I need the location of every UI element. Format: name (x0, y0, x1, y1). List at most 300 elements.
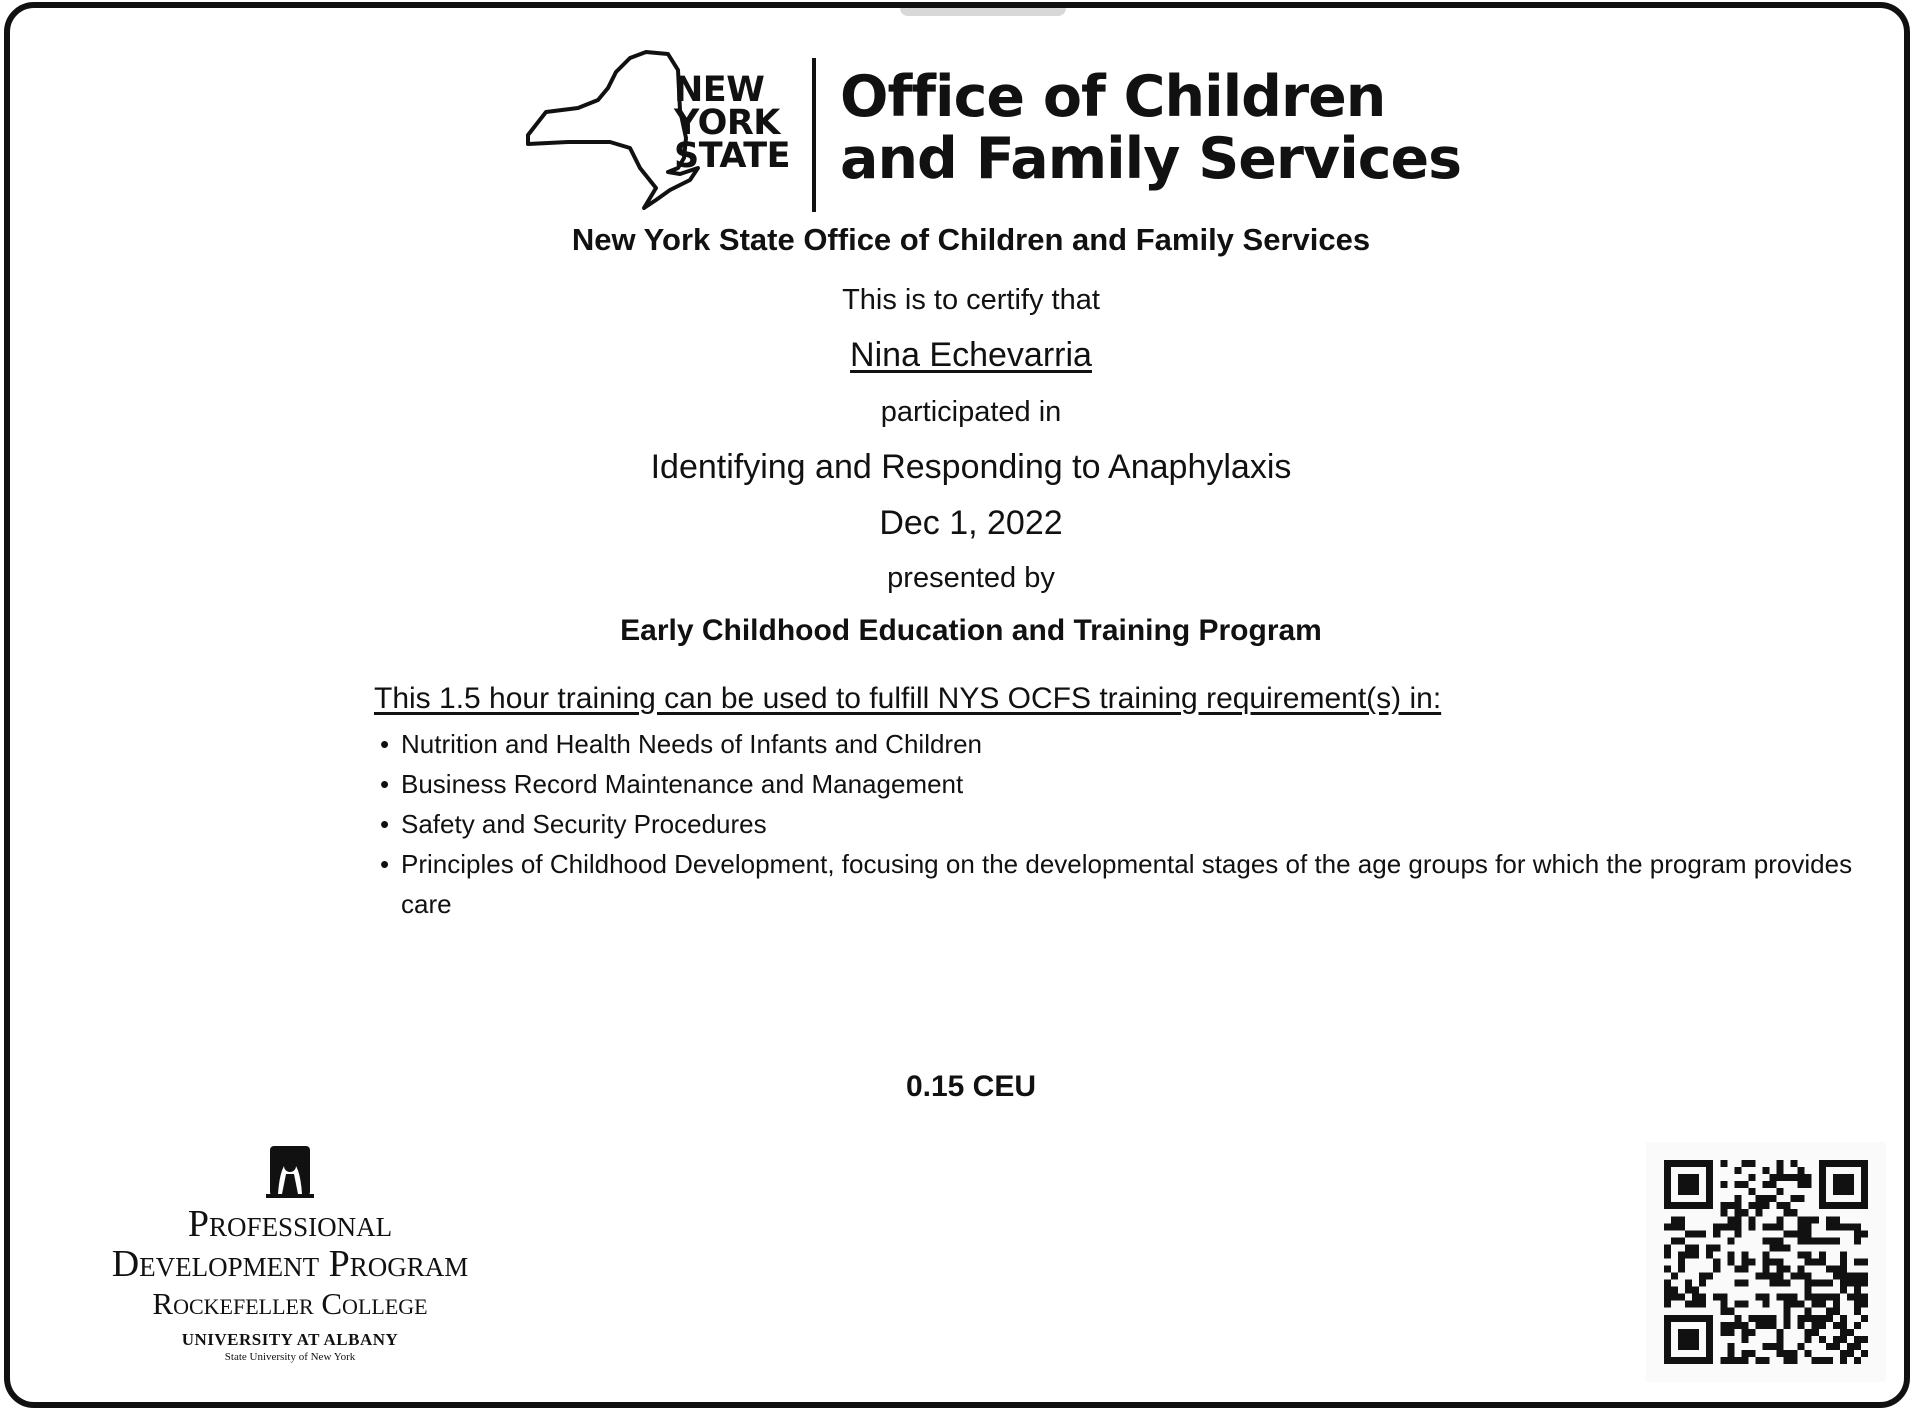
qr-module (1706, 1251, 1713, 1258)
qr-module (1784, 1301, 1791, 1308)
qr-module (1777, 1336, 1784, 1343)
qr-module (1805, 1174, 1812, 1181)
qr-module (1741, 1322, 1748, 1329)
qr-module (1678, 1329, 1685, 1336)
qr-module (1664, 1294, 1671, 1301)
qr-module (1854, 1258, 1861, 1265)
qr-module (1734, 1266, 1741, 1273)
qr-module (1840, 1287, 1847, 1294)
qr-module (1819, 1195, 1826, 1202)
qr-module (1777, 1329, 1784, 1336)
qr-module (1805, 1251, 1812, 1258)
qr-module (1685, 1280, 1692, 1287)
qr-module (1826, 1237, 1833, 1244)
presented-text: presented by (887, 562, 1055, 594)
qr-module (1833, 1266, 1840, 1273)
qr-module (1805, 1336, 1812, 1343)
qr-module (1727, 1223, 1734, 1230)
qr-module (1720, 1308, 1727, 1315)
certify-text: This is to certify that (842, 284, 1100, 316)
qr-module (1706, 1202, 1713, 1209)
qr-module (1798, 1237, 1805, 1244)
qr-module (1727, 1237, 1734, 1244)
qr-module (1840, 1223, 1847, 1230)
qr-module (1741, 1280, 1748, 1287)
qr-module (1671, 1287, 1678, 1294)
qr-module (1685, 1343, 1692, 1350)
qr-module (1812, 1315, 1819, 1322)
list-item: • Principles of Childhood Development, focusing on the developmental stages of the age groups for which the program provides care (374, 844, 1874, 924)
qr-module (1741, 1357, 1748, 1364)
qr-module (1791, 1301, 1798, 1308)
qr-module (1762, 1273, 1769, 1280)
qr-module (1784, 1266, 1791, 1273)
qr-module (1720, 1223, 1727, 1230)
agency-logo-line-2: and Family Services (840, 126, 1462, 192)
qr-module (1741, 1329, 1748, 1336)
qr-module (1784, 1350, 1791, 1357)
qr-module (1805, 1315, 1812, 1322)
qr-module (1826, 1315, 1833, 1322)
wordmark-new: NEW (674, 70, 765, 110)
qr-module (1826, 1308, 1833, 1315)
qr-module (1727, 1343, 1734, 1350)
qr-module (1833, 1188, 1840, 1195)
qr-module (1854, 1223, 1861, 1230)
qr-module (1833, 1237, 1840, 1244)
qr-module (1847, 1181, 1854, 1188)
qr-module (1664, 1167, 1671, 1174)
provider-name: Early Childhood Education and Training Program (620, 614, 1322, 647)
qr-module (1699, 1160, 1706, 1167)
qr-module (1762, 1315, 1769, 1322)
qr-module (1664, 1181, 1671, 1188)
qr-module (1819, 1322, 1826, 1329)
new-york-state-wordmark (674, 70, 791, 176)
qr-module (1805, 1287, 1812, 1294)
qr-module (1777, 1350, 1784, 1357)
pdp-title-line-1: Professional (187, 1203, 393, 1245)
requirements-list (374, 724, 1874, 924)
qr-module (1819, 1336, 1826, 1343)
qr-module (1777, 1216, 1784, 1223)
qr-module (1833, 1301, 1840, 1308)
pdp-title-line-2: Development Program (111, 1243, 469, 1285)
qr-module (1713, 1258, 1720, 1265)
qr-module (1812, 1294, 1819, 1301)
qr-module (1713, 1266, 1720, 1273)
qr-module (1734, 1357, 1741, 1364)
qr-module (1805, 1350, 1812, 1357)
qr-module (1847, 1160, 1854, 1167)
qr-module (1734, 1223, 1741, 1230)
qr-module (1840, 1357, 1847, 1364)
qr-module (1678, 1357, 1685, 1364)
qr-module (1692, 1343, 1699, 1350)
qr-module (1727, 1308, 1734, 1315)
qr-module (1798, 1167, 1805, 1174)
qr-module (1692, 1202, 1699, 1209)
qr-module (1861, 1350, 1868, 1357)
qr-module (1854, 1343, 1861, 1350)
qr-module (1692, 1336, 1699, 1343)
qr-module (1678, 1343, 1685, 1350)
qr-module (1819, 1188, 1826, 1195)
qr-module (1805, 1280, 1812, 1287)
qr-module (1833, 1160, 1840, 1167)
qr-module (1826, 1280, 1833, 1287)
qr-module (1734, 1181, 1741, 1188)
recipient-name (10, 336, 1910, 375)
qr-module (1770, 1244, 1777, 1251)
qr-module (1741, 1209, 1748, 1216)
qr-module (1854, 1237, 1861, 1244)
qr-module (1678, 1315, 1685, 1322)
qr-module (1805, 1294, 1812, 1301)
qr-module (1854, 1160, 1861, 1167)
wordmark-state: STATE (674, 136, 791, 176)
qr-module (1727, 1357, 1734, 1364)
qr-module (1692, 1188, 1699, 1195)
qr-module (1748, 1174, 1755, 1181)
qr-module (1798, 1273, 1805, 1280)
qr-module (1671, 1357, 1678, 1364)
qr-module (1692, 1251, 1699, 1258)
qr-module (1784, 1280, 1791, 1287)
qr-module (1706, 1174, 1713, 1181)
qr-module (1685, 1188, 1692, 1195)
qr-module (1678, 1258, 1685, 1265)
qr-module (1861, 1336, 1868, 1343)
qr-module (1791, 1160, 1798, 1167)
list-item: • Nutrition and Health Needs of Infants and Children (374, 724, 1874, 764)
qr-module (1755, 1209, 1762, 1216)
qr-module (1798, 1322, 1805, 1329)
qr-module (1664, 1223, 1671, 1230)
qr-module (1706, 1181, 1713, 1188)
qr-module (1770, 1181, 1777, 1188)
qr-module (1833, 1294, 1840, 1301)
qr-module (1678, 1266, 1685, 1273)
qr-module (1805, 1230, 1812, 1237)
qr-module (1678, 1336, 1685, 1343)
qr-module (1798, 1251, 1805, 1258)
qr-module (1685, 1244, 1692, 1251)
qr-module (1699, 1294, 1706, 1301)
qr-module (1770, 1280, 1777, 1287)
qr-module (1713, 1223, 1720, 1230)
qr-module (1664, 1195, 1671, 1202)
pdp-college: Rockefeller College (152, 1286, 428, 1321)
qr-module (1840, 1188, 1847, 1195)
qr-module (1840, 1174, 1847, 1181)
qr-module (1861, 1174, 1868, 1181)
qr-module (1777, 1273, 1784, 1280)
qr-module (1755, 1273, 1762, 1280)
qr-module (1805, 1181, 1812, 1188)
qr-module (1833, 1223, 1840, 1230)
qr-module (1777, 1258, 1784, 1265)
qr-module (1664, 1315, 1671, 1322)
qr-module (1706, 1357, 1713, 1364)
qr-module (1847, 1174, 1854, 1181)
qr-module (1762, 1266, 1769, 1273)
qr-module (1755, 1294, 1762, 1301)
qr-module (1777, 1174, 1784, 1181)
qr-module (1826, 1357, 1833, 1364)
qr-module (1727, 1350, 1734, 1357)
qr-module (1819, 1174, 1826, 1181)
qr-module (1777, 1188, 1784, 1195)
qr-module (1762, 1223, 1769, 1230)
qr-module (1812, 1237, 1819, 1244)
certificate-frame (4, 2, 1910, 1408)
qr-module (1819, 1258, 1826, 1265)
qr-module (1805, 1237, 1812, 1244)
qr-module (1833, 1322, 1840, 1329)
qr-module (1840, 1266, 1847, 1273)
qr-module (1720, 1181, 1727, 1188)
qr-module (1798, 1181, 1805, 1188)
qr-module (1671, 1237, 1678, 1244)
qr-module (1734, 1209, 1741, 1216)
qr-module (1664, 1343, 1671, 1350)
qr-module (1812, 1322, 1819, 1329)
qr-module (1685, 1315, 1692, 1322)
qr-module (1755, 1315, 1762, 1322)
qr-module (1748, 1216, 1755, 1223)
qr-module (1734, 1322, 1741, 1329)
qr-module (1861, 1230, 1868, 1237)
qr-module (1699, 1357, 1706, 1364)
qr-module (1819, 1167, 1826, 1174)
qr-module (1720, 1329, 1727, 1336)
qr-module (1854, 1301, 1861, 1308)
qr-module (1727, 1202, 1734, 1209)
qr-module (1861, 1258, 1868, 1265)
qr-module (1713, 1244, 1720, 1251)
qr-module (1854, 1202, 1861, 1209)
qr-module (1755, 1322, 1762, 1329)
qr-module (1762, 1195, 1769, 1202)
pdp-logo (60, 1144, 520, 1364)
logo-divider (812, 58, 816, 212)
qr-module (1727, 1216, 1734, 1223)
qr-module (1770, 1273, 1777, 1280)
qr-module (1847, 1223, 1854, 1230)
qr-module (1791, 1230, 1798, 1237)
qr-module (1833, 1202, 1840, 1209)
qr-module (1734, 1301, 1741, 1308)
qr-module (1692, 1174, 1699, 1181)
qr-module (1805, 1258, 1812, 1265)
qr-module (1861, 1294, 1868, 1301)
qr-module (1854, 1294, 1861, 1301)
qr-module (1678, 1160, 1685, 1167)
qr-module (1685, 1230, 1692, 1237)
qr-module (1720, 1357, 1727, 1364)
qr-module (1819, 1294, 1826, 1301)
qr-module (1706, 1350, 1713, 1357)
qr-module (1762, 1251, 1769, 1258)
qr-module (1777, 1237, 1784, 1244)
qr-module (1755, 1202, 1762, 1209)
qr-module (1699, 1301, 1706, 1308)
qr-module (1840, 1322, 1847, 1329)
qr-module (1791, 1195, 1798, 1202)
agency-full-name: New York State Office of Children and Family Services (571, 222, 1371, 257)
qr-module (1671, 1315, 1678, 1322)
qr-module (1678, 1188, 1685, 1195)
qr-module (1770, 1343, 1777, 1350)
qr-module (1777, 1223, 1784, 1230)
qr-module (1861, 1315, 1868, 1322)
qr-module (1671, 1160, 1678, 1167)
qr-module (1727, 1258, 1734, 1265)
qr-module (1847, 1350, 1854, 1357)
qr-module (1854, 1357, 1861, 1364)
qr-module (1833, 1308, 1840, 1315)
qr-module (1741, 1160, 1748, 1167)
qr-module (1720, 1294, 1727, 1301)
qr-module (1692, 1287, 1699, 1294)
qr-module (1861, 1167, 1868, 1174)
qr-module (1784, 1315, 1791, 1322)
qr-module (1840, 1336, 1847, 1343)
qr-module (1720, 1301, 1727, 1308)
pdp-university: UNIVERSITY AT ALBANY (181, 1330, 399, 1349)
qr-module (1826, 1343, 1833, 1350)
qr-module (1762, 1322, 1769, 1329)
qr-module (1840, 1181, 1847, 1188)
qr-module (1706, 1343, 1713, 1350)
qr-module (1798, 1315, 1805, 1322)
qr-module (1798, 1223, 1805, 1230)
qr-module (1840, 1160, 1847, 1167)
qr-module (1784, 1322, 1791, 1329)
qr-module (1685, 1202, 1692, 1209)
qr-module (1685, 1357, 1692, 1364)
qr-module (1854, 1308, 1861, 1315)
qr-module (1734, 1216, 1741, 1223)
qr-module (1847, 1294, 1854, 1301)
qr-module (1755, 1195, 1762, 1202)
qr-module (1784, 1230, 1791, 1237)
qr-module (1720, 1209, 1727, 1216)
qr-module (1770, 1195, 1777, 1202)
qr-module (1678, 1181, 1685, 1188)
qr-module (1770, 1322, 1777, 1329)
qr-module (1671, 1273, 1678, 1280)
qr-module (1791, 1357, 1798, 1364)
qr-module (1833, 1181, 1840, 1188)
qr-module (1692, 1230, 1699, 1237)
qr-module (1727, 1329, 1734, 1336)
qr-module (1798, 1216, 1805, 1223)
qr-module (1777, 1160, 1784, 1167)
qr-module (1671, 1223, 1678, 1230)
qr-module (1706, 1322, 1713, 1329)
qr-module (1791, 1294, 1798, 1301)
list-item: • Safety and Security Procedures (374, 804, 1874, 844)
qr-module (1741, 1181, 1748, 1188)
qr-module (1819, 1181, 1826, 1188)
qr-module (1685, 1160, 1692, 1167)
qr-module (1678, 1251, 1685, 1258)
qr-module (1692, 1294, 1699, 1301)
qr-module (1819, 1251, 1826, 1258)
qr-module (1861, 1188, 1868, 1195)
training-date: Dec 1, 2022 (879, 504, 1063, 542)
qr-module (1826, 1266, 1833, 1273)
qr-module (1685, 1336, 1692, 1343)
qr-module (1664, 1280, 1671, 1287)
qr-module (1833, 1343, 1840, 1350)
qr-module (1685, 1287, 1692, 1294)
qr-module (1748, 1160, 1755, 1167)
qr-module (1741, 1251, 1748, 1258)
qr-module (1741, 1350, 1748, 1357)
qr-module (1770, 1315, 1777, 1322)
qr-module (1748, 1202, 1755, 1209)
qr-module (1847, 1273, 1854, 1280)
qr-module (1706, 1195, 1713, 1202)
qr-module (1671, 1202, 1678, 1209)
qr-module (1762, 1181, 1769, 1188)
qr-module (1678, 1294, 1685, 1301)
qr-module (1706, 1329, 1713, 1336)
qr-module (1734, 1280, 1741, 1287)
qr-module (1755, 1357, 1762, 1364)
qr-module (1685, 1301, 1692, 1308)
qr-module (1777, 1294, 1784, 1301)
wordmark-york: YORK (674, 103, 780, 143)
qr-module (1720, 1202, 1727, 1209)
qr-module (1784, 1244, 1791, 1251)
qr-module (1671, 1294, 1678, 1301)
qr-module (1734, 1195, 1741, 1202)
qr-module (1805, 1223, 1812, 1230)
ocfs-logo (518, 50, 1462, 220)
qr-module (1819, 1357, 1826, 1364)
qr-module (1713, 1230, 1720, 1237)
qr-module (1812, 1258, 1819, 1265)
qr-module (1699, 1202, 1706, 1209)
qr-module (1692, 1160, 1699, 1167)
qr-module (1847, 1188, 1854, 1195)
qr-module (1833, 1273, 1840, 1280)
qr-module (1664, 1188, 1671, 1195)
qr-code[interactable] (1646, 1142, 1886, 1382)
qr-module (1685, 1174, 1692, 1181)
qr-module (1847, 1329, 1854, 1336)
qr-module (1741, 1336, 1748, 1343)
qr-module (1798, 1266, 1805, 1273)
qr-module (1861, 1195, 1868, 1202)
qr-module (1791, 1273, 1798, 1280)
qr-module (1664, 1336, 1671, 1343)
qr-module (1734, 1230, 1741, 1237)
qr-module (1798, 1301, 1805, 1308)
qr-module (1699, 1315, 1706, 1322)
qr-module (1762, 1167, 1769, 1174)
qr-module (1805, 1216, 1812, 1223)
qr-module (1770, 1237, 1777, 1244)
qr-module (1805, 1308, 1812, 1315)
qr-module (1706, 1336, 1713, 1343)
qr-module (1713, 1294, 1720, 1301)
qr-module (1819, 1202, 1826, 1209)
